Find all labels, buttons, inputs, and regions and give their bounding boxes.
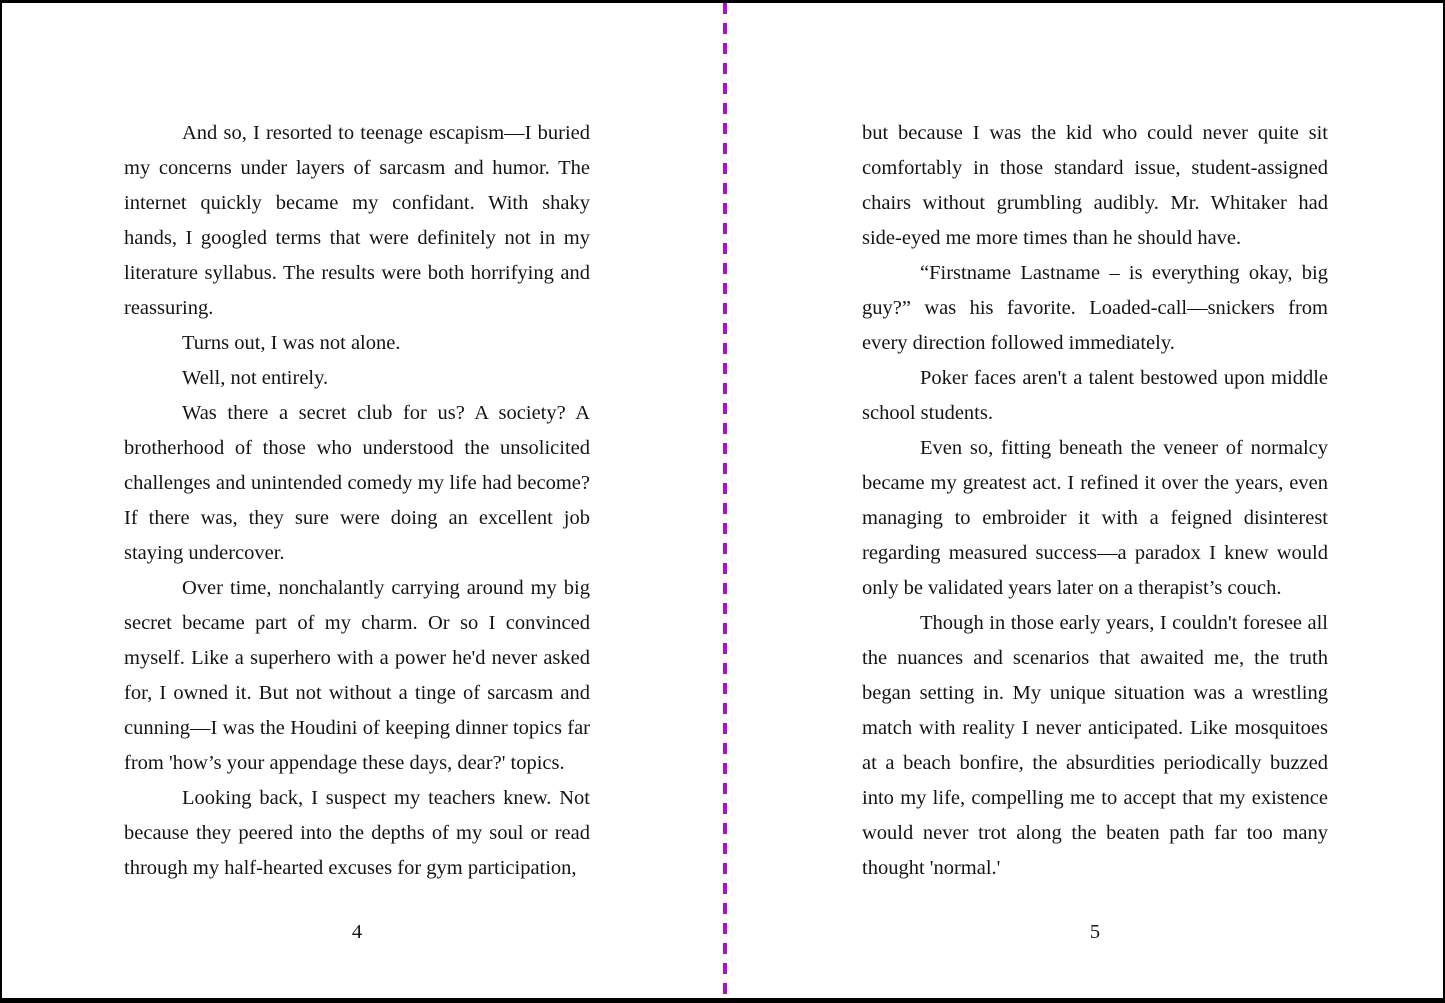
paragraph: Though in those early years, I couldn't foresee all the nuances and scenarios that awaited me, the truth began setting in. My unique situation was a wrestling match with reality I never anticipated. Like mosquitoes at a beach bonfire, the absurdities periodically buzzed into my life, compelling me to accept that my existence would never trot along the beaten path far too many thought 'normal.' bbox=[862, 612, 1328, 879]
paragraph: Well, not entirely. bbox=[182, 367, 329, 389]
page-left-text bbox=[124, 116, 590, 886]
paragraph: Turns out, I was not alone. bbox=[182, 332, 401, 354]
paragraph: but because I was the kid who could never quite sit comfortably in those standard issue, student-assigned chairs without grumbling audibly. Mr. Whitaker had side-eyed me more times than he should have. bbox=[862, 122, 1328, 249]
paragraph: Poker faces aren't a talent bestowed upon middle school students. bbox=[862, 367, 1328, 424]
paragraph: Was there a secret club for us? A society? A brotherhood of those who understood the unsolicited challenges and unintended comedy my life had become? If there was, they sure were doing an excellent job staying undercover. bbox=[124, 402, 590, 564]
paragraph: Even so, fitting beneath the veneer of normalcy became my greatest act. I refined it over the years, even managing to embroider it with a feigned disinterest regarding measured success—a paradox I knew would only be validated years later on a therapist’s couch. bbox=[862, 437, 1328, 599]
paragraph: “Firstname Lastname – is everything okay, big guy?” was his favorite. Loaded-call—snickers from every direction followed immediately. bbox=[862, 262, 1328, 354]
paragraph: And so, I resorted to teenage escapism—I buried my concerns under layers of sarcasm and humor. The internet quickly became my confidant. With shaky hands, I googled terms that were definitely not in my literature syllabus. The results were both horrifying and reassuring. bbox=[124, 122, 590, 319]
page-divider-dashed-line bbox=[723, 3, 727, 998]
paragraph: Over time, nonchalantly carrying around my big secret became part of my charm. Or so I convinced myself. Like a superhero with a power he'd never asked for, I owned it. But not without a tinge of sarcasm and cunning—I was the Houdini of keeping dinner topics far from 'how’s your appendage these days, dear?' topics. bbox=[124, 577, 590, 774]
page-right-number: 5 bbox=[1089, 921, 1101, 943]
page-right-text bbox=[862, 116, 1328, 886]
paragraph: Looking back, I suspect my teachers knew. Not because they peered into the depths of my soul or read through my half-hearted excuses for gym participation, bbox=[124, 787, 590, 879]
page-left-number: 4 bbox=[351, 921, 363, 943]
